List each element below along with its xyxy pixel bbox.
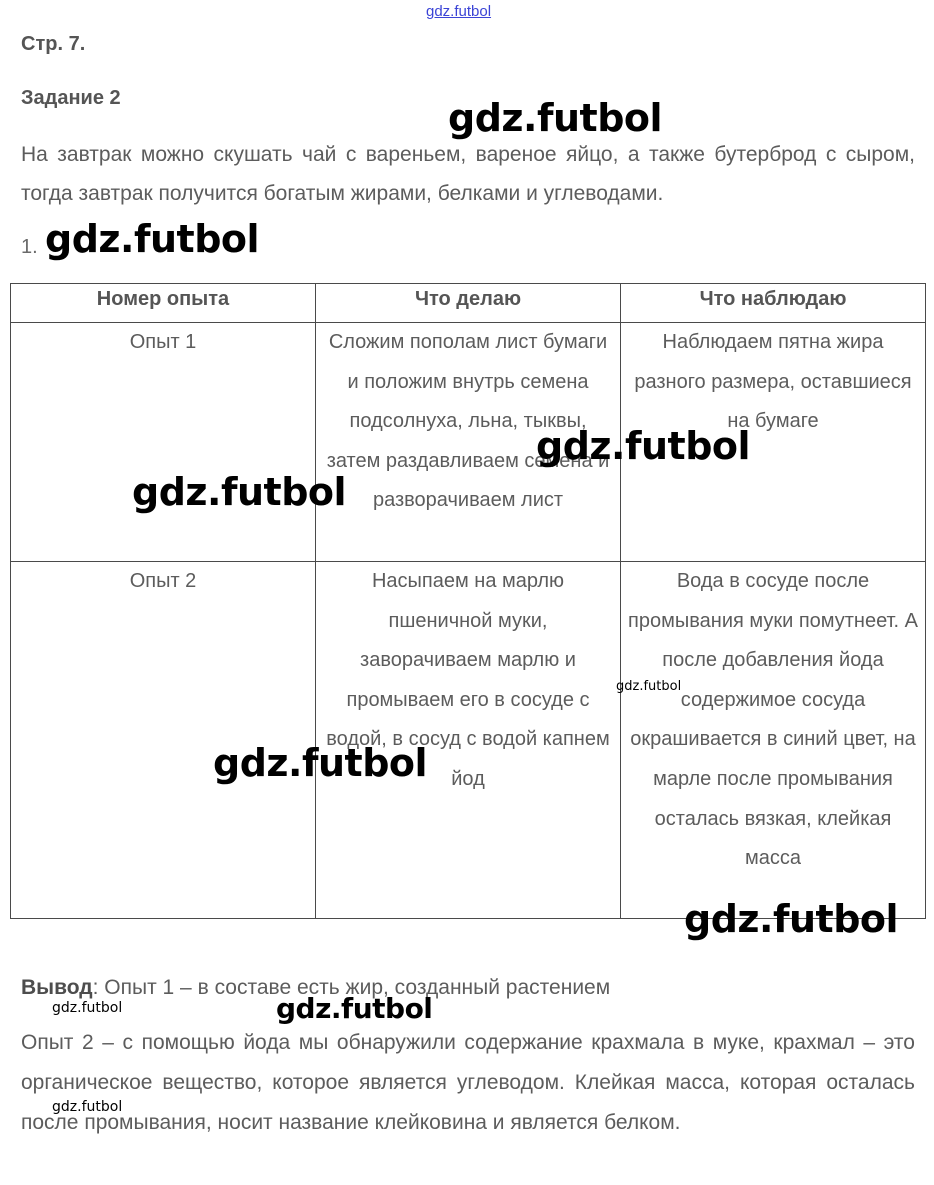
cell-experiment-number: Опыт 2	[11, 562, 316, 919]
watermark: gdz.futbol	[52, 1099, 123, 1115]
watermark: gdz.futbol	[45, 217, 260, 261]
conclusion-experiment-2: Опыт 2 – с помощью йода мы обнаружили содержание крахмала в муке, крахмал – это органическое вещество, которое является углеводом. Клейкая масса, которая осталась после промывания, носит название клейковина и является белком.	[21, 1031, 915, 1134]
header-what-i-observe: Что наблюдаю	[621, 284, 926, 323]
watermark: gdz.futbol	[536, 424, 751, 468]
watermark: gdz.futbol	[448, 96, 663, 140]
task-title: Задание 2	[21, 87, 121, 109]
page-reference: Стр. 7.	[21, 33, 86, 55]
cell-experiment-number: Опыт 1	[11, 323, 316, 562]
header-what-i-do: Что делаю	[316, 284, 621, 323]
watermark: gdz.futbol	[132, 470, 347, 514]
experiments-table	[10, 283, 926, 919]
table-row	[11, 323, 926, 562]
table-row	[11, 562, 926, 919]
watermark: gdz.futbol	[213, 741, 428, 785]
watermark-link[interactable]: gdz.futbol	[426, 3, 492, 20]
cell-observation: Наблюдаем пятна жира разного размера, оставшиеся на бумаге	[621, 323, 926, 562]
conclusion-experiment-1: : Опыт 1 – в составе есть жир, созданный растением	[92, 976, 611, 999]
cell-observation: Вода в сосуде после промывания муки помутнеет. А после добавления йода содержимое сосуда окрашивается в синий цвет, на марле после промывания осталась вязкая, клейкая масса	[621, 562, 926, 919]
intro-paragraph: На завтрак можно скушать чай с вареньем, вареное яйцо, а также бутерброд с сыром, тогда завтрак получится богатым жирами, белками и углеводами.	[21, 143, 915, 205]
watermark: gdz.futbol	[276, 992, 433, 1025]
watermark: gdz.futbol	[52, 1000, 123, 1016]
list-number: 1.	[21, 236, 38, 258]
header-experiment-number: Номер опыта	[11, 284, 316, 323]
cell-action: Сложим пополам лист бумаги и положим внутрь семена подсолнуха, льна, тыквы, затем раздавливаем семена и разворачиваем лист	[316, 323, 621, 562]
watermark: gdz.futbol	[616, 679, 682, 694]
conclusion-label: Вывод	[21, 976, 93, 999]
table-header-row	[11, 284, 926, 323]
watermark: gdz.futbol	[684, 897, 899, 941]
conclusion-line-1	[21, 968, 915, 1008]
cell-action: Насыпаем на марлю пшеничной муки, заворачиваем марлю и промываем его в сосуде с водой, в сосуд с водой капнем йод	[316, 562, 621, 919]
